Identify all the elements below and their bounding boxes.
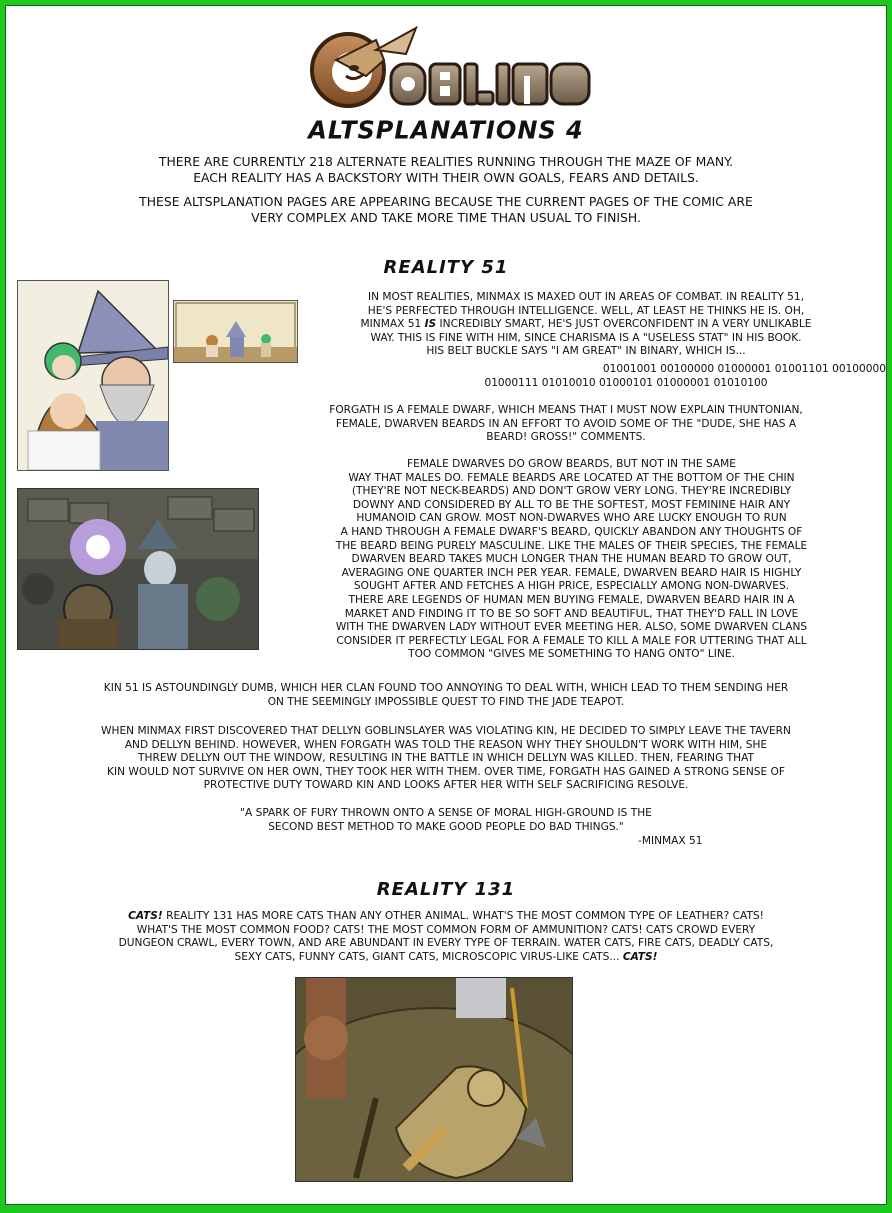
paragraph-line: IN MOST REALITIES, MINMAX IS MAXED OUT IN AREAS OF COMBAT. IN REALITY 51, (367, 291, 805, 303)
paragraph-line: HE'S PERFECTED THROUGH INTELLIGENCE. WELL, AT LEAST HE THINKS HE IS. OH, (367, 304, 805, 317)
page (5, 5, 887, 1205)
paragraph-line: MARKET AND FINDING IT TO BE SO SOFT AND BEAUTIFUL, THAT THEY'D FALL IN LOVE (344, 607, 799, 620)
intro-line: THERE ARE CURRENTLY 218 ALTERNATE REALITIES RUNNING THROUGH THE MAZE OF MANY. (158, 154, 734, 169)
paragraph-line: ON THE SEEMINGLY IMPOSSIBLE QUEST TO FIND THE JADE TEAPOT. (267, 695, 625, 708)
paragraph-line: AND DELLYN BEHIND. HOWEVER, WHEN FORGATH WAS TOLD THE REASON WHY THEY SHOULDN'T WORK WITH HIM, SHE (124, 738, 768, 751)
intro-line: THESE ALTSPLANATION PAGES ARE APPEARING BECAUSE THE CURRENT PAGES OF THE COMIC ARE (139, 194, 753, 209)
paragraph-line: (THEY'RE NOT NECK-BEARDS) AND DON'T GROW VERY LONG. THEY'RE INCREDIBLY (351, 485, 792, 498)
goblins-logo (306, 20, 596, 112)
emphasis: IS (424, 318, 437, 331)
paragraph-line: WHAT'S THE MOST COMMON FOOD? CATS! THE MOST COMMON FORM OF AMMUNITION? CATS! CATS CROWD EVERY (136, 923, 756, 936)
paragraph-line: WITH THE DWARVEN LADY WITHOUT EVER MEETING HER. ALSO, SOME DWARVEN CLANS (335, 621, 808, 634)
battle-scene-image (17, 488, 259, 650)
quote-author: -MINMAX 51 (638, 835, 703, 847)
paragraph-line: SOUGHT AFTER AND FETCHES A HIGH PRICE, ESPECIALLY AMONG NON-DWARVES. (353, 580, 790, 593)
female-dwarf-paragraph (264, 458, 879, 662)
text-span: REALITY 131 HAS MORE CATS THAN ANY OTHER ANIMAL. WHAT'S THE MOST COMMON TYPE OF LEATHER? CATS! (162, 910, 764, 922)
intro-line: EACH REALITY HAS A BACKSTORY WITH THEIR OWN GOALS, FEARS AND DETAILS. (193, 170, 699, 185)
paragraph-line: THERE ARE LEGENDS OF HUMAN MEN BUYING FEMALE, DWARVEN BEARD HAIR IN A (348, 593, 795, 606)
quote-line: "A SPARK OF FURY THROWN ONTO A SENSE OF MORAL HIGH-GROUND IS THE (240, 807, 652, 819)
paragraph-line: THE BEARD BEING PURELY MASCULINE. LIKE THE MALES OF THEIR SPECIES, THE FEMALE (335, 539, 808, 552)
emphasis: CATS! (622, 950, 658, 963)
paragraph-line: THREW DELLYN OUT THE WINDOW, RESULTING IN THE BATTLE IN WHICH DELLYN WAS KILLED. THEN, FEARING THAT (138, 752, 754, 765)
logo-text: GOBLINS (451, 34, 456, 35)
party-panel (173, 300, 298, 363)
paragraph-line: A HAND THROUGH A FEMALE DWARF'S BEARD, QUICKLY ABANDON ANY THOUGHTS OF (340, 525, 803, 538)
paragraph-line: WAY THAT MALES DO. FEMALE BEARDS ARE LOCATED AT THE BOTTOM OF THE CHIN (348, 471, 795, 484)
binary-line: 01000111 01010010 01000101 01000001 01010100 (484, 377, 768, 389)
minmax-kin-portrait (17, 280, 169, 471)
reality-131-heading: REALITY 131 (376, 879, 516, 900)
paragraph-line: DWARVEN BEARD TAKES MUCH LONGER THAN THE HUMAN BEARD TO GROW OUT, (351, 553, 792, 566)
reality-51-heading: REALITY 51 (383, 257, 509, 278)
paragraph-line: DOWNY AND CONSIDERED BY ALL TO BE THE SOFTEST, MOST FEMININE HAIR ANY (352, 498, 791, 511)
paragraph-line: KIN WOULD NOT SURVIVE ON HER OWN, THEY TOOK HER WITH THEM. OVER TIME, FORGATH HAS GAINED A STRONG SENSE OF (107, 765, 785, 778)
text-span: SEXY CATS, FUNNY CATS, GIANT CATS, MICROSCOPIC VIRUS-LIKE CATS... (234, 950, 623, 963)
paragraph-line: KIN 51 IS ASTOUNDINGLY DUMB, WHICH HER CLAN FOUND TOO ANNOYING TO DEAL WITH, WHICH LEAD TO THEM SENDING HER (103, 682, 789, 694)
cat-warrior-image (295, 977, 573, 1182)
paragraph-line (11, 910, 881, 924)
paragraph-line: FORGATH IS A FEMALE DWARF, WHICH MEANS THAT I MUST NOW EXPLAIN THUNTONIAN, (329, 404, 803, 416)
paragraph-line: WAY. THIS IS FINE WITH HIM, SINCE CHARISMA IS A "USELESS STAT" IN HIS BOOK. (370, 331, 802, 344)
paragraph-line: DUNGEON CRAWL, EVERY TOWN, AND ARE ABUNDANT IN EVERY TYPE OF TERRAIN. WATER CATS, FIRE CATS, DEADLY CATS, (118, 937, 774, 950)
emphasis: CATS! (128, 910, 163, 922)
text-span: INCREDIBLY SMART, HE'S JUST OVERCONFIDENT IN A VERY UNLIKABLE (436, 318, 812, 331)
paragraph-line: TOO COMMON "GIVES ME SOMETHING TO HANG ONTO" LINE. (408, 648, 735, 661)
binary-line: 01001001 00100000 01000001 01001101 00100000 (602, 363, 886, 375)
text-span: MINMAX 51 (360, 318, 425, 331)
paragraph-line (11, 951, 881, 965)
quote-line: SECOND BEST METHOD TO MAKE GOOD PEOPLE DO BAD THINGS." (268, 820, 624, 833)
cats-paragraph (11, 910, 881, 964)
paragraph-line: FEMALE DWARVES DO GROW BEARDS, BUT NOT IN THE SAME (407, 458, 736, 470)
paragraph-line: CONSIDER IT PERFECTLY LEGAL FOR A FEMALE TO KILL A MALE FOR UTTERING THAT ALL (336, 634, 807, 647)
paragraph-line: WHEN MINMAX FIRST DISCOVERED THAT DELLYN GOBLINSLAYER WAS VIOLATING KIN, HE DECIDED TO SIMPLY LEAVE THE TAVERN (101, 725, 791, 737)
paragraph-line: AVERAGING ONE QUARTER INCH PER YEAR. FEMALE, DWARVEN BEARD HAIR IS HIGHLY (341, 566, 802, 579)
paragraph-line (291, 318, 881, 332)
minmax-quote (146, 807, 746, 834)
paragraph-line: HUMANOID CAN GROW. MOST NON-DWARVES WHO ARE LUCKY ENOUGH TO RUN (356, 512, 787, 525)
page-subtitle: ALTSPLANATIONS 4 (308, 115, 584, 145)
paragraph-line: HIS BELT BUCKLE SAYS "I AM GREAT" IN BINARY, WHICH IS... (426, 345, 746, 358)
paragraph-line: BEARD! GROSS!" COMMENTS. (486, 431, 646, 444)
paragraph-line: FEMALE, DWARVEN BEARDS IN AN EFFORT TO AVOID SOME OF THE "DUDE, SHE HAS A (335, 417, 797, 430)
paragraph-line: PROTECTIVE DUTY TOWARD KIN AND LOOKS AFTER HER WITH SELF SACRIFICING RESOLVE. (203, 779, 689, 792)
intro-line: VERY COMPLEX AND TAKE MORE TIME THAN USUAL TO FINISH. (251, 210, 641, 225)
